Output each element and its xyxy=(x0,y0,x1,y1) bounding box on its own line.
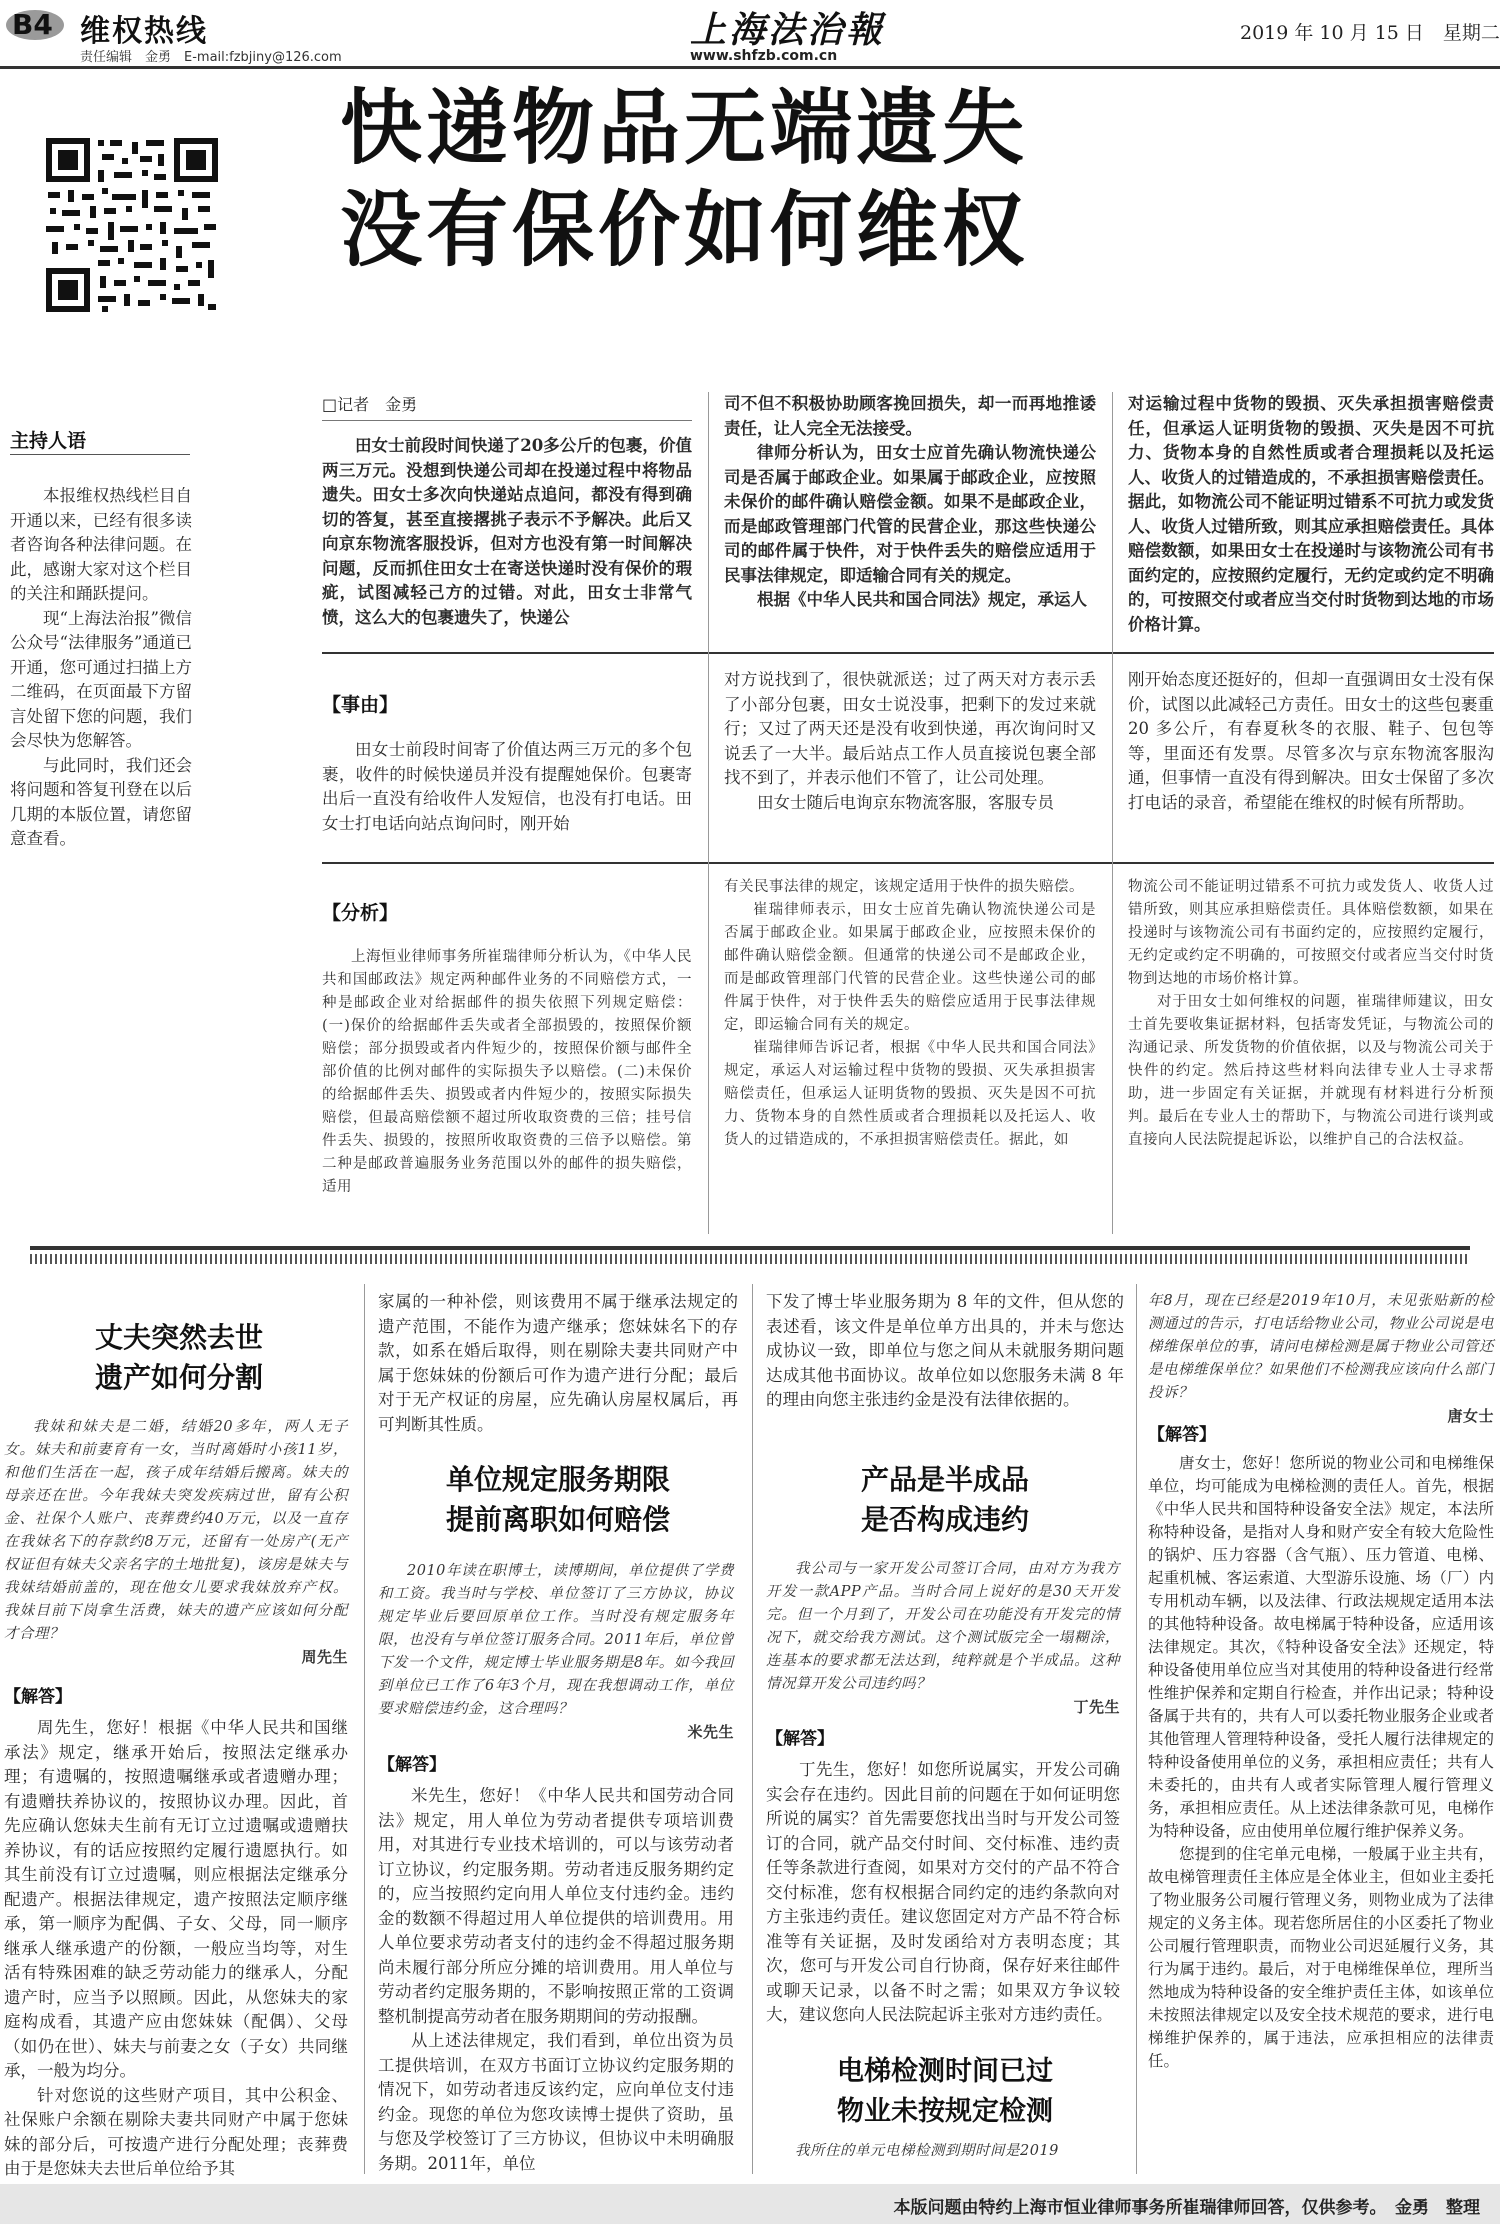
page-number: B4 xyxy=(12,8,53,41)
analysis-tag: 【分析】 xyxy=(322,902,399,924)
analysis-paragraph: 对于田女士如何维权的问题，崔瑞律师建议，田女士首先要收集证据材料，包括寄发凭证，与物流公司的沟通记录、所发货物的价值依据，以及与物流公司关于快件的约定。然后持这些材料向法律专业人士寻求帮助，进一步固定有关证据，并就现有材料进行分析预判。最后在专业人士的帮助下，与物流公司进行谈判或直接向人民法院提起诉讼，以维护自己的合法权益。 xyxy=(1128,994,1494,1148)
q4-question-continued xyxy=(1148,1290,1494,1428)
analysis-paragraph: 崔瑞律师表示，田女士应首先确认物流快递公司是否属于邮政企业。如果属于邮政企业，应按照未保价的邮件确认赔偿金额。但通常的快递公司不是邮政企业，而是邮政管理部门代管的民营企业。这些快递公司的邮件属于快件，对于快件丢失的赔偿应适用于民事法律规定，即运输合同有关的规定。 xyxy=(724,902,1096,1033)
summary-paragraph: 对运输过程中货物的毁损、灭失承担损害赔偿责任，但承运人证明货物的毁损、灭失是因不可抗力、货物本身的自然性质或者合理损耗以及托运人、收货人的过错造成的，不承担损害赔偿责任。据此，如物流公司不能证明过错系不可抗力或发货人、收货人过错所致，则其应承担赔偿责任。具体赔偿数额，如果田女士在投递时与该物流公司有书面约定的，应按照约定履行，无约定或约定不明确的，可按照交付或者应当交付时货物到达地的市场价格计算。 xyxy=(1128,394,1494,634)
analysis-paragraph: 崔瑞律师告诉记者，根据《中华人民共和国合同法》规定，承运人对运输过程中货物的毁损、灭失承担损害赔偿责任，但承运人证明货物的毁损、灭失是因不可抗力、货物本身的自然性质或者合理损耗以及托运人、收货人的过错造成的，不承担损害赔偿责任。据此，如 xyxy=(724,1040,1096,1148)
summary-col-3 xyxy=(1128,392,1494,637)
event-paragraph: 刚开始态度还挺好的，但却一直强调田女士没有保价，试图以此减轻己方责任。田女士的这些包裹重 20 多公斤，有春夏秋冬的衣服、鞋子、包包等等，里面还有发票。尽管多次与京东物流客服沟通，但事情一直没有得到解决。田女士保留了多次打电话的录音，希望能在维权的时候有所帮助。 xyxy=(1128,670,1494,812)
q2-answer-paragraph: 从上述法律规定，我们看到，单位出资为员工提供培训，在双方书面订立协议约定服务期的情况下，如劳动者违反该约定，应向单位支付违约金。现您的单位为您攻读博士提供了资助，虽与您及学校签订了三方协议，但协议中未明确服务期。2011年，单位 xyxy=(378,2031,734,2173)
event-col-1 xyxy=(322,738,692,836)
section-divider xyxy=(0,1246,1500,1270)
host-paragraph: 现“上海法治报”微信公众号“法律服务”通道已开通，您可通过扫描上方二维码，在页面最下方留言处留下您的问题，我们会尽快为您解答。 xyxy=(10,608,192,750)
lead-headline xyxy=(340,78,1470,282)
q1-answer-paragraph: 周先生，您好！根据《中华人民共和国继承法》规定，继承开始后，按照法定继承办理；有遗嘱的，按照遗嘱继承或者遗赠办理；有遗赠扶养协议的，按照协议办理。因此，首先应确认您妹夫生前有无订立过遗嘱或遗赠扶养协议，有的话应按照约定履行遗愿执行。如其生前没有订立过遗嘱，则应根据法定继承分配遗产。根据法律规定，遗产按照法定顺序继承，第一顺序为配偶、子女、父母，同一顺序继承人继承遗产的份额，一般应当均等，对生活有特殊困难的缺乏劳动能力的继承人，分配遗产时，应当予以照顾。因此，从您妹夫的家庭构成看，其遗产应由您妹妹（配偶）、父母（如仍在世）、妹夫与前妻之女（子女）共同继承，一般为均分。 xyxy=(4,1718,348,2080)
analysis-paragraph: 上海恒业律师事务所崔瑞律师分析认为，《中华人民共和国邮政法》规定两种邮件业务的不同赔偿方式，一种是邮政企业对给据邮件的损失依照下列规定赔偿：(一)保价的给据邮件丢失或者全部损毁的，按照保价额赔偿；部分损毁或者内件短少的，按照保价额与邮件全部价值的比例对邮件的实际损失予以赔偿。(二)未保价的给据邮件丢失、损毁或者内件短少的，按照实际损失赔偿，但最高赔偿额不超过所收取资费的三倍；挂号信件丢失、损毁的，按照所收取资费的三倍予以赔偿。第二种是邮政普遍服务业务范围以外的邮件的损失赔偿，适用 xyxy=(322,949,692,1195)
q4-title xyxy=(766,2052,1124,2132)
q1-question-text: 我妹和妹夫是二婚，结婚20多年，两人无子女。妹夫和前妻育有一女，当时离婚时小孩11岁，和他们生活在一起，孩子成年结婚后搬离。妹夫的母亲还在世。今年我妹夫突发疾病过世，留有公积金、社保个人账户、丧葬费约40万元，以及一直存在我妹名下的存款约8万元，还留有一处房产(无产权证但有妹夫父亲名字的土地批复)，该房是妹夫与我妹结婚前盖的，现在他女儿要求我妹放弃产权。我妹目前下岗拿生活费，妹夫的遗产应该如何分配才合理？ xyxy=(4,1419,348,1642)
q1-answer-tag: 【解答】 xyxy=(4,1687,72,1707)
q2-answer xyxy=(378,1784,734,2176)
header-rule xyxy=(0,66,1500,69)
host-title: 主持人语 xyxy=(10,430,87,452)
q2-answer-continued xyxy=(766,1290,1124,1413)
column-divider xyxy=(752,1284,753,2174)
editor-info: 责任编辑 金勇 E-mail:fzbjiny@126.com xyxy=(80,50,342,65)
byline-rule xyxy=(322,420,692,421)
q1-title-line-1: 丈夫突然去世 xyxy=(94,1321,263,1354)
column-divider xyxy=(708,392,709,1234)
host-title-rule xyxy=(10,454,190,455)
summary-col-1 xyxy=(322,434,692,630)
q2-asker: 米先生 xyxy=(687,1723,734,1741)
website: www.shfzb.com.cn xyxy=(690,48,838,64)
q4-question-text: 我所住的单元电梯检测到期时间是2019 xyxy=(795,2143,1059,2159)
host-notes xyxy=(10,484,192,852)
issue-date: 2019 年 10 月 15 日 星期二 xyxy=(1240,22,1500,44)
summary-paragraph: 律师分析认为，田女士应首先确认物流快递公司是否属于邮政企业。如果属于邮政企业，应按照未保价的邮件确认赔偿金额。如果不是邮政企业，而是邮政管理部门代管的民营企业，那这些快递公司的邮件属于快件，对于快件丢失的赔偿应适用于民事法律规定，即适输合同有关的规定。 xyxy=(724,443,1096,585)
section-title: 维权热线 xyxy=(80,14,208,49)
host-paragraph: 与此同时，我们还会将问题和答复刊登在以后几期的本版位置，请您留意查看。 xyxy=(10,755,192,848)
q4-asker: 唐女士 xyxy=(1447,1407,1494,1425)
q4-answer-tag: 【解答】 xyxy=(1148,1425,1216,1445)
summary-col-2 xyxy=(724,392,1096,613)
q3-answer-tag: 【解答】 xyxy=(766,1729,834,1749)
summary-paragraph: 田女士前段时间快递了20多公斤的包裹，价值两三万元。没想到快递公司却在投递过程中将物品遗失。田女士多次向快递站点追问，都没有得到确切的答复，甚至直接撂挑子表示不予解决。此后又向京东物流客服投诉，但对方也没有第一时间解决问题，反而抓住田女士在寄送快递时没有保价的瑕疵，试图减轻己方的过错。对此，田女士非常气愤，这么大的包裹遗失了，快递公 xyxy=(322,436,692,627)
headline-line-2: 没有保价如何维权 xyxy=(340,183,1029,278)
q1-title-line-2: 遗产如何分割 xyxy=(94,1361,263,1394)
qr-code-image xyxy=(42,134,222,316)
page-number-badge xyxy=(6,8,70,42)
q3-question-text: 我公司与一家开发公司签订合同，由对方为我方开发一款APP产品。当时合同上说好的是30天开发完。但一个月到了，开发公司在功能没有开发完的情况下，就交给我方测试。这个测试版完全一塌糊涂，连基本的要求都无法达到，纯粹就是个半成品。这种情况算开发公司违约吗？ xyxy=(766,1561,1120,1692)
summary-paragraph: 司不但不积极协助顾客挽回损失，却一而再地推诿责任，让人完全无法接受。 xyxy=(724,394,1096,438)
q3-answer-paragraph: 丁先生，您好！如您所说属实，开发公司确实会存在违约。因此目前的问题在于如何证明您所说的属实？首先需要您找出当时与开发公司签订的合同，就产品交付时间、交付标准、违约责任等条款进行查阅，如果对方交付的产品不符合交付标准，您有权根据合同约定的违约条款向对方主张违约责任。建议您固定对方产品不符合标准等有关证据，及时发函给对方表明态度；其次，您可与开发公司自行协商，保存好来往邮件或聊天记录，以备不时之需；如果双方争议较大，建议您向人民法院起诉主张对方违约责任。 xyxy=(766,1760,1120,2024)
q4-answer-paragraph: 唐女士，您好！您所说的物业公司和电梯维保单位，均可能成为电梯检测的责任人。首先，根据《中华人民共和国特种设备安全法》规定，本法所称特种设备，是指对人身和财产安全有较大危险性的锅炉、压力容器（含气瓶）、压力管道、电梯、起重机械、客运索道、大型游乐设施、场（厂）内专用机动车辆，以及法律、行政法规规定适用本法的其他特种设备。故电梯属于特种设备，应适用该法律规定。其次，《特种设备安全法》还规定，特种设备使用单位应当对其使用的特种设备进行经常性维护保养和定期自行检查，并作出记录；特种设备属于共有的，共有人可以委托物业服务企业或者其他管理人管理特种设备，受托人履行法律规定的特种设备使用单位的义务，承担相应责任；共有人未委托的，由共有人或者实际管理人履行管理义务，承担相应责任。从上述法律条款可见，电梯作为特种设备，应由使用单位履行维护保养义务。 xyxy=(1148,1454,1494,1840)
analysis-paragraph: 有关民事法律的规定，该规定适用于快件的损失赔偿。 xyxy=(724,879,1084,895)
q2-question-text: 2010年读在职博士，读博期间，单位提供了学费和工资。我当时与学校、单位签订了三方协议，协议规定毕业后要回原单位工作。当时没有规定服务年限，也没有与单位签订服务合同。2011年后，单位曾下发一个文件，规定博士毕业服务期是8年。如今我回到单位已工作了6年3个月，现在我想调动工作，单位要求赔偿违约金，这合理吗？ xyxy=(378,1563,734,1717)
q1-answer-continued xyxy=(378,1290,738,1437)
headline-line-1: 快递物品无端遗失 xyxy=(340,81,1029,176)
q1-answer-paragraph: 家属的一种补偿，则该费用不属于继承法规定的遗产范围，不能作为遗产继承；您妹妹名下的存款，如系在婚后取得，则在剔除夫妻共同财产中属于您妹妹的份额后可作为遗产进行分配；最后对于无产权证的房屋，应先确认房屋权属后，再可判断其性质。 xyxy=(378,1292,738,1434)
event-col-2 xyxy=(724,668,1096,815)
q3-title-line-1: 产品是半成品 xyxy=(860,1463,1029,1496)
q1-question xyxy=(4,1416,348,1669)
q4-title-line-1: 电梯检测时间已过 xyxy=(837,2056,1053,2087)
q4-question-start xyxy=(766,2140,1120,2163)
masthead: 上海法治報 xyxy=(690,9,886,51)
footer-bar xyxy=(0,2184,1500,2224)
footer-note: 本版问题由特约上海市恒业律师事务所崔瑞律师回答，仅供参考。 金勇 整理 xyxy=(893,2198,1480,2218)
q4-title-line-2: 物业未按规定检测 xyxy=(837,2096,1053,2127)
q2-answer-tag: 【解答】 xyxy=(378,1755,446,1775)
analysis-col-2 xyxy=(724,876,1096,1152)
q4-question-text: 年8月，现在已经是2019年10月，未见张贴新的检测通过的告示，打电话给物业公司，物业公司说是电梯维保单位的事，请问电梯检测是属于物业公司管还是电梯维保单位？如果他们不检测我应该向什么部门投诉？ xyxy=(1148,1293,1494,1401)
q2-title xyxy=(378,1460,738,1540)
host-paragraph: 本报维权热线栏目自开通以来，已经有很多读者咨询各种法律问题。在此，感谢大家对这个栏目的关注和踊跃提问。 xyxy=(10,486,192,603)
q2-title-line-2: 提前离职如何赔偿 xyxy=(445,1503,670,1536)
analysis-col-1 xyxy=(322,946,692,1199)
column-divider xyxy=(364,1284,365,2174)
event-paragraph: 田女士前段时间寄了价值达两三万元的多个包裹，收件的时候快递员并没有提醒她保价。包裹寄出后一直没有给收件人发短信，也没有打电话。田女士打电话向站点询问时，刚开始 xyxy=(322,740,692,833)
q3-title-line-2: 是否构成违约 xyxy=(860,1503,1029,1536)
analysis-col-3 xyxy=(1128,876,1494,1152)
event-paragraph: 对方说找到了，很快就派送；过了两天对方表示丢了小部分包裹，田女士说没事，把剩下的发过来就行；又过了两天还是没有收到快递，再次询问时又说丢了一大半。最后站点工作人员直接说包裹全部找不到了，并表示他们不管了，让公司处理。 xyxy=(724,670,1096,787)
q4-answer-paragraph: 您提到的住宅单元电梯，一般属于业主共有，故电梯管理责任主体应是全体业主，但如业主委托了物业服务公司履行管理义务，则物业成为了法律规定的义务主体。现若您所居住的小区委托了物业公司履行管理职责，而物业公司迟延履行义务，其行为属于违约。最后，对于电梯维保单位，理所当然地成为特种设备的安全维护责任主体，如该单位未按照法律规定以及安全技术规范的要求，进行电梯维护保养的，属于违法，应承担相应的法律责任。 xyxy=(1148,1845,1494,2070)
qr-code[interactable] xyxy=(42,134,222,316)
event-col-3 xyxy=(1128,668,1494,815)
q2-question xyxy=(378,1560,734,1744)
event-tag: 【事由】 xyxy=(322,694,399,716)
event-paragraph: 田女士随后电询京东物流客服，客服专员 xyxy=(757,792,1054,812)
q2-answer-paragraph: 米先生，您好！《中华人民共和国劳动合同法》规定，用人单位为劳动者提供专项培训费用，对其进行专业技术培训的，可以与该劳动者订立协议，约定服务期。劳动者违反服务期约定的，应当按照约定向用人单位支付违约金。违约金的数额不得超过用人单位提供的培训费用。用人单位要求劳动者支付的违约金不得超过服务期尚未履行部分所应分摊的培训费用。用人单位与劳动者约定服务期的，不影响按照正常的工资调整机制提高劳动者在服务期期间的劳动报酬。 xyxy=(378,1786,734,2026)
summary-paragraph: 根据《中华人民共和国合同法》规定，承运人 xyxy=(757,590,1087,609)
analysis-paragraph: 物流公司不能证明过错系不可抗力或发货人、收货人过错所致，则其应承担赔偿责任。具体赔偿数额，如果在投递时与该物流公司有书面约定的，应按照约定履行，无约定或约定不明确的，可按照交付或者应当交付时货物到达地的市场价格计算。 xyxy=(1128,879,1494,987)
summary-rule xyxy=(322,652,1494,654)
byline: □记者 金勇 xyxy=(322,395,418,414)
q2-answer-paragraph: 下发了博士毕业服务期为 8 年的文件，但从您的表述看，该文件是单位单方出具的，并未与您达成协议一致，即单位与您之间从未就服务期问题达成其他书面协议。故单位如以您服务未满 8 年的理由向您主张违约金是没有法律依据的。 xyxy=(766,1292,1124,1409)
q3-title xyxy=(766,1460,1124,1540)
q3-question xyxy=(766,1558,1120,1719)
q1-answer-paragraph: 针对您说的这些财产项目，其中公积金、社保账户余额在剔除夫妻共同财产中属于您妹妹的部分后，可按遗产进行分配处理；丧葬费由于是您妹夫去世后单位给予其 xyxy=(4,2085,348,2178)
q1-asker: 周先生 xyxy=(301,1648,348,1666)
column-divider xyxy=(1136,1284,1137,2174)
q2-title-line-1: 单位规定服务期限 xyxy=(445,1463,670,1496)
q4-answer xyxy=(1148,1452,1494,2073)
q3-answer xyxy=(766,1758,1120,2028)
column-divider xyxy=(1112,392,1113,1234)
q1-title xyxy=(4,1318,354,1398)
event-rule xyxy=(322,862,1494,864)
q3-asker: 丁先生 xyxy=(1073,1698,1120,1716)
q1-answer xyxy=(4,1716,348,2182)
